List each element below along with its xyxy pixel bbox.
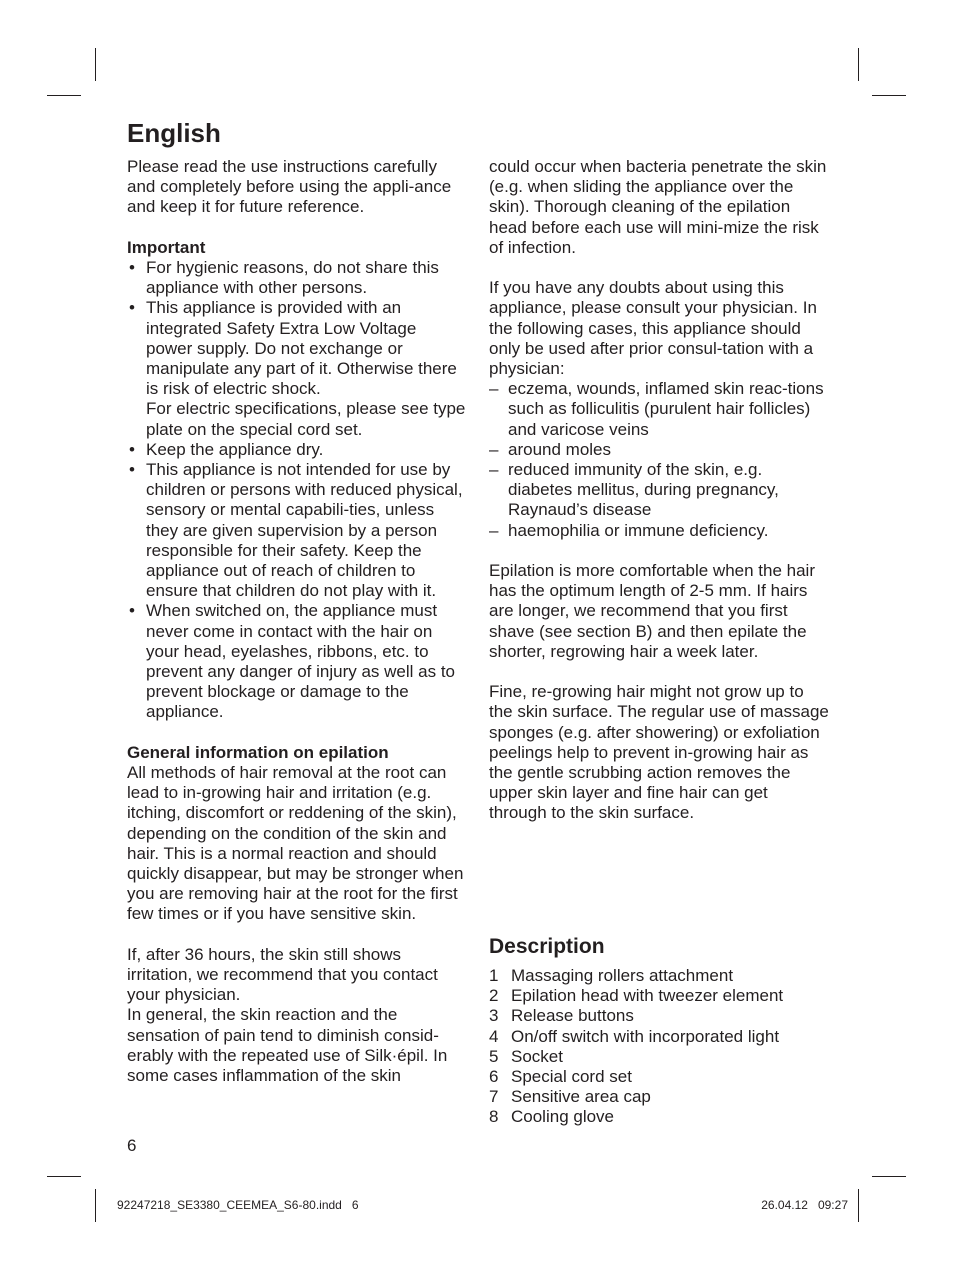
right-column — [489, 157, 829, 824]
intro-paragraph: Please read the use instructions carefully and completely before using the appli-ance and keep it for future reference. — [127, 157, 452, 217]
crop-mark — [95, 1189, 96, 1222]
description-list — [489, 966, 829, 1128]
crop-mark — [872, 95, 906, 96]
crop-mark — [872, 1176, 906, 1177]
general-paragraph: In general, the skin reaction and the sensation of pain tend to diminish consid-erably with the repeated use of Silk·épil. In some cases inflammation of the skin — [127, 1005, 448, 1086]
slug-file-info: 92247218_SE3380_CEEMEA_S6-80.indd 6 — [117, 1198, 359, 1212]
physician-paragraph: If you have any doubts about using this appliance, please consult your physician. In the following cases, this appliance should only be used after prior consul-tation with a physician: — [489, 278, 817, 379]
general-paragraph: All methods of hair removal at the root can lead to in-growing hair and irritation (e.g. itching, discomfort or reddening of the skin), depending on the condition of the skin and hair. This is a normal reaction and should quickly disappear, but may be stronger when you are removing hair at the root for the first few times or if you have sensitive skin. — [127, 763, 464, 924]
list-item: 1 Massaging rollers attachment — [489, 966, 734, 985]
list-item: 8 Cooling glove — [489, 1107, 615, 1127]
list-item: • Keep the appliance dry. — [127, 440, 467, 460]
list-item: 4 On/off switch with incorporated light — [489, 1026, 780, 1046]
crop-mark — [858, 1189, 859, 1222]
list-item: • When switched on, the appliance must never come in contact with the hair on your head, eyelashes, ribbons, etc. to prevent any danger of injury as well as to prevent blockage or damage to the appliance. — [127, 601, 467, 722]
list-item: 6 Special cord set — [489, 1067, 632, 1087]
general-info-heading: General information on epilation — [127, 742, 389, 762]
important-heading: Important — [127, 237, 206, 257]
list-item: – reduced immunity of the skin, e.g. diabetes mellitus, during pregnancy, Raynaud’s disease — [489, 460, 829, 521]
list-item: – haemophilia or immune deficiency. — [489, 521, 829, 541]
list-item: • This appliance is provided with an integrated Safety Extra Low Voltage power supply. Do not exchange or manipulate any part of it. Otherwise there is risk of electric shock. For electric specifications, please see type plate on the special cord set. — [127, 298, 467, 439]
list-item: 2 Epilation head with tweezer element — [489, 986, 784, 1006]
general-paragraph: If, after 36 hours, the skin still shows irritation, we recommend that you contact your physician. — [127, 944, 438, 1005]
crop-mark — [47, 95, 81, 96]
list-item: – around moles — [489, 440, 829, 460]
list-item: • For hygienic reasons, do not share this appliance with other persons. — [127, 258, 467, 298]
slug-date: 26.04.12 09:27 — [761, 1198, 848, 1212]
description-block — [489, 966, 829, 1128]
description-heading: Description — [489, 935, 605, 958]
page-number: 6 — [127, 1136, 137, 1155]
crop-mark — [47, 1176, 81, 1177]
crop-mark — [858, 48, 859, 81]
cases-list — [489, 379, 829, 541]
page-title: English — [127, 118, 221, 148]
important-list — [127, 258, 467, 723]
list-item: – eczema, wounds, inflamed skin reac-tions such as folliculitis (purulent hair follicles) and varicose veins — [489, 379, 829, 440]
infection-paragraph: could occur when bacteria penetrate the skin (e.g. when sliding the appliance over the skin). Thorough cleaning of the epilation head before each use will mini-mize the risk of infection. — [489, 157, 827, 257]
left-column — [127, 157, 467, 1086]
electric-spec-note: For electric specifications, please see type plate on the special cord set. — [146, 399, 466, 439]
crop-mark — [95, 48, 96, 81]
regrowing-hair-paragraph: Fine, re-growing hair might not grow up to the skin surface. The regular use of massage sponges (e.g. after showering) or exfoliation peelings help to prevent in-growing hair as the gentle scrubbing action removes the upper skin layer and fine hair can get through to the skin surface. — [489, 682, 829, 823]
list-item: 3 Release buttons — [489, 1006, 634, 1026]
list-item: • This appliance is not intended for use by children or persons with reduced physical, sensory or mental capabili-ties, unless they are given supervision by a person responsible for their safety. Keep the appliance out of reach of children to ensure that children do not play with it. — [127, 460, 467, 601]
list-item: 7 Sensitive area cap — [489, 1087, 651, 1107]
list-item: 5 Socket — [489, 1046, 563, 1066]
hair-length-paragraph: Epilation is more comfortable when the hair has the optimum length of 2-5 mm. If hairs are longer, we recommend that you first shave (see section B) and then epilate the shorter, regrowing hair a week later. — [489, 561, 815, 661]
